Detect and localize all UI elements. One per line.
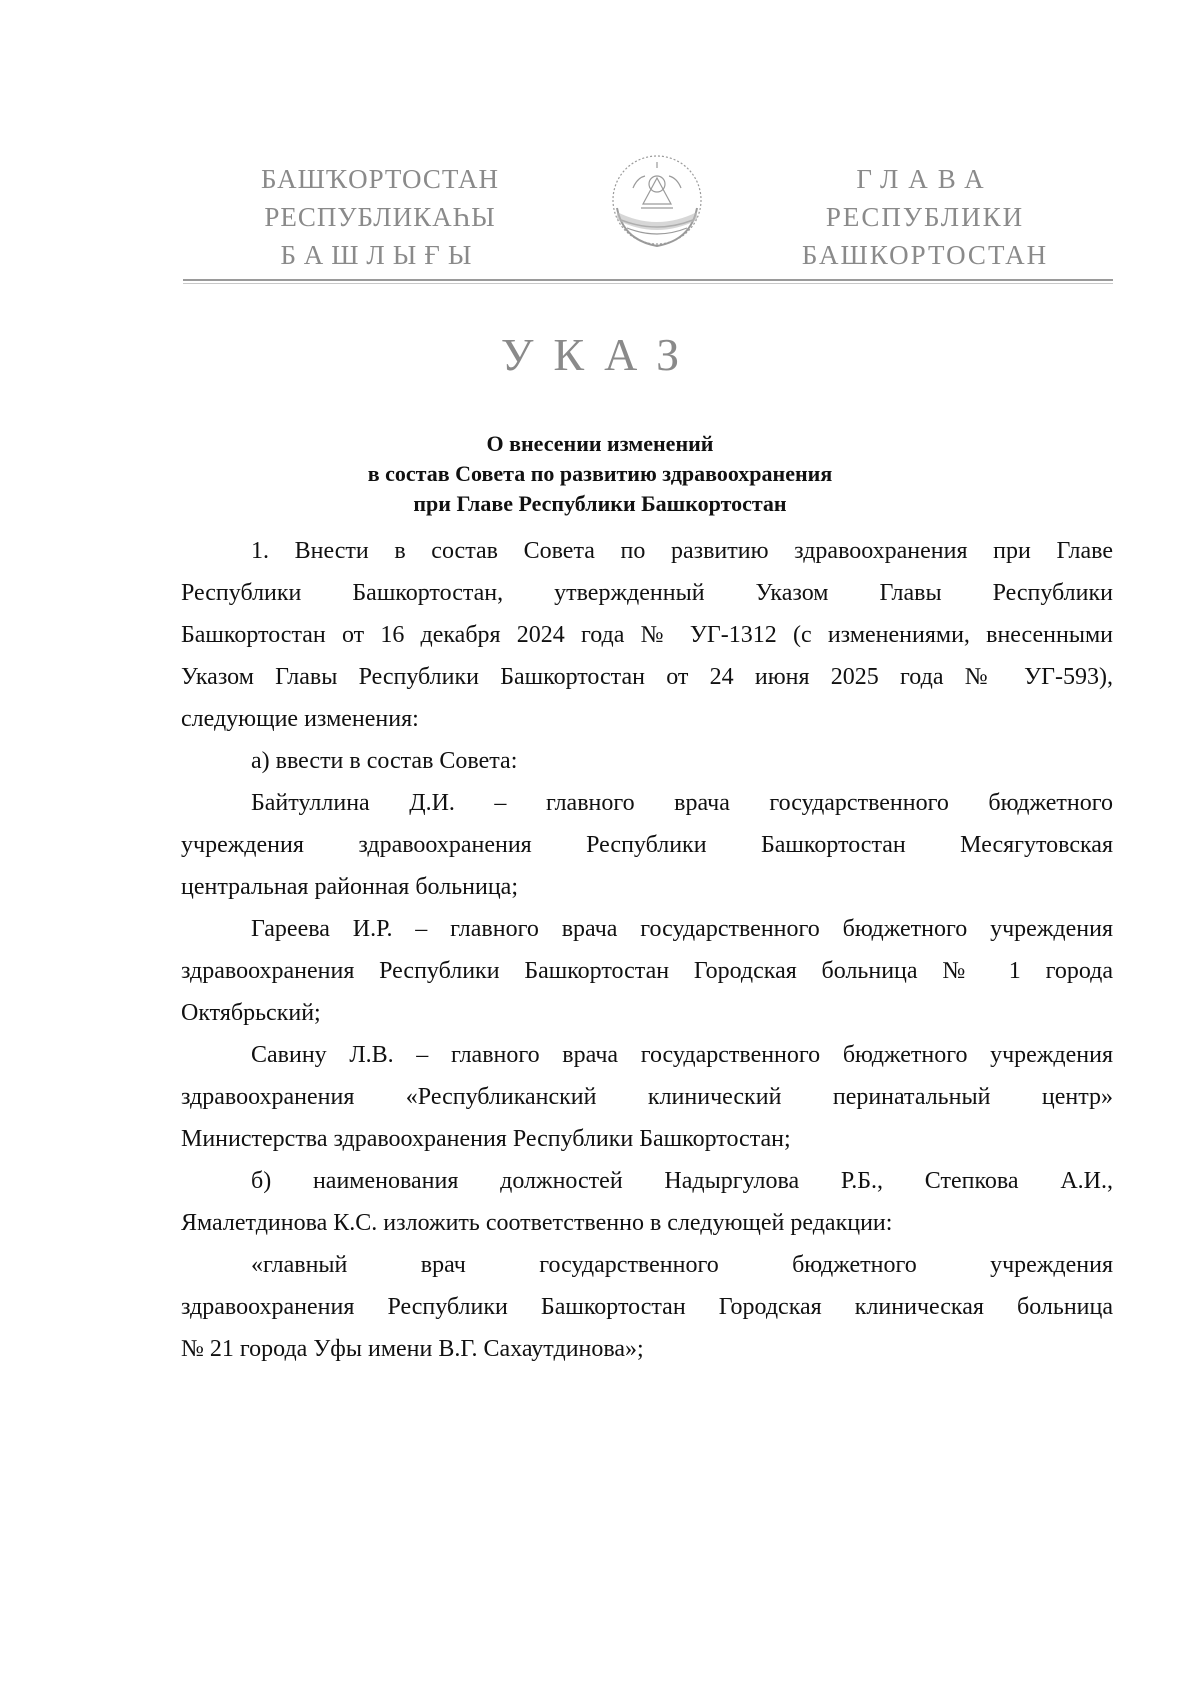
title-line: в состав Совета по развитию здравоохранения [367, 461, 833, 486]
title-line: О внесении изменений [486, 431, 714, 456]
body-line: Башкортостан от 16 декабря 2024 года № УГ-1312 (с изменениями, внесенными [181, 622, 1113, 648]
body-line: следующие изменения: [181, 706, 419, 732]
body-line: 1. Внести в состав Совета по развитию здравоохранения при Главе [251, 538, 1113, 564]
body-line: Ямалетдинова К.С. изложить соответственно в следующей редакции: [181, 1210, 893, 1236]
body-line: центральная районная больница; [181, 874, 518, 900]
header-left-block [235, 160, 525, 274]
document-type-heading: УКАЗ [500, 329, 700, 380]
header-right-line1: ГЛАВА [856, 164, 994, 194]
body-line: Министерства здравоохранения Республики Башкортостан; [181, 1126, 791, 1152]
body-line: «главный врач государственного бюджетного учреждения [251, 1252, 1113, 1278]
header-right-line3: БАШКОРТОСТАН [801, 240, 1049, 270]
header-left-line3: БАШЛЫҒЫ [280, 240, 480, 270]
title-line: при Главе Республики Башкортостан [413, 491, 787, 516]
body-line: Байтуллина Д.И. – главного врача государственного бюджетного [251, 790, 1113, 816]
header-right-line2: РЕСПУБЛИКИ [825, 202, 1025, 232]
body-line: Савину Л.В. – главного врача государственного бюджетного учреждения [251, 1042, 1113, 1068]
header-left-line1: БАШҠОРТОСТАН [260, 164, 500, 194]
body-line: учреждения здравоохранения Республики Башкортостан Месягутовская [181, 832, 1113, 858]
header-divider [183, 279, 1113, 284]
body-line: № 21 города Уфы имени В.Г. Сахаутдинова»; [181, 1336, 644, 1362]
body-line: здравоохранения Республики Башкортостан Городская больница № 1 города [181, 958, 1113, 984]
body-line: Октябрьский; [181, 1000, 321, 1026]
body-line: б) наименования должностей Надыргулова Р.Б., Степкова А.И., [251, 1168, 1113, 1194]
body-line: а) ввести в состав Совета: [251, 748, 518, 774]
header-left-line2: РЕСПУБЛИКАҺЫ [264, 202, 496, 232]
body-line: здравоохранения «Республиканский клинический перинатальный центр» [181, 1084, 1113, 1110]
body-line: Гареева И.Р. – главного врача государственного бюджетного учреждения [251, 916, 1113, 942]
body-line: Республики Башкортостан, утвержденный Указом Главы Республики [181, 580, 1113, 606]
coat-of-arms-icon [603, 148, 711, 256]
header-right-block [780, 160, 1070, 274]
document-title [0, 429, 1200, 519]
body-line: здравоохранения Республики Башкортостан Городская клиническая больница [181, 1294, 1113, 1320]
body-line: Указом Главы Республики Башкортостан от 24 июня 2025 года № УГ-593), [181, 664, 1113, 690]
